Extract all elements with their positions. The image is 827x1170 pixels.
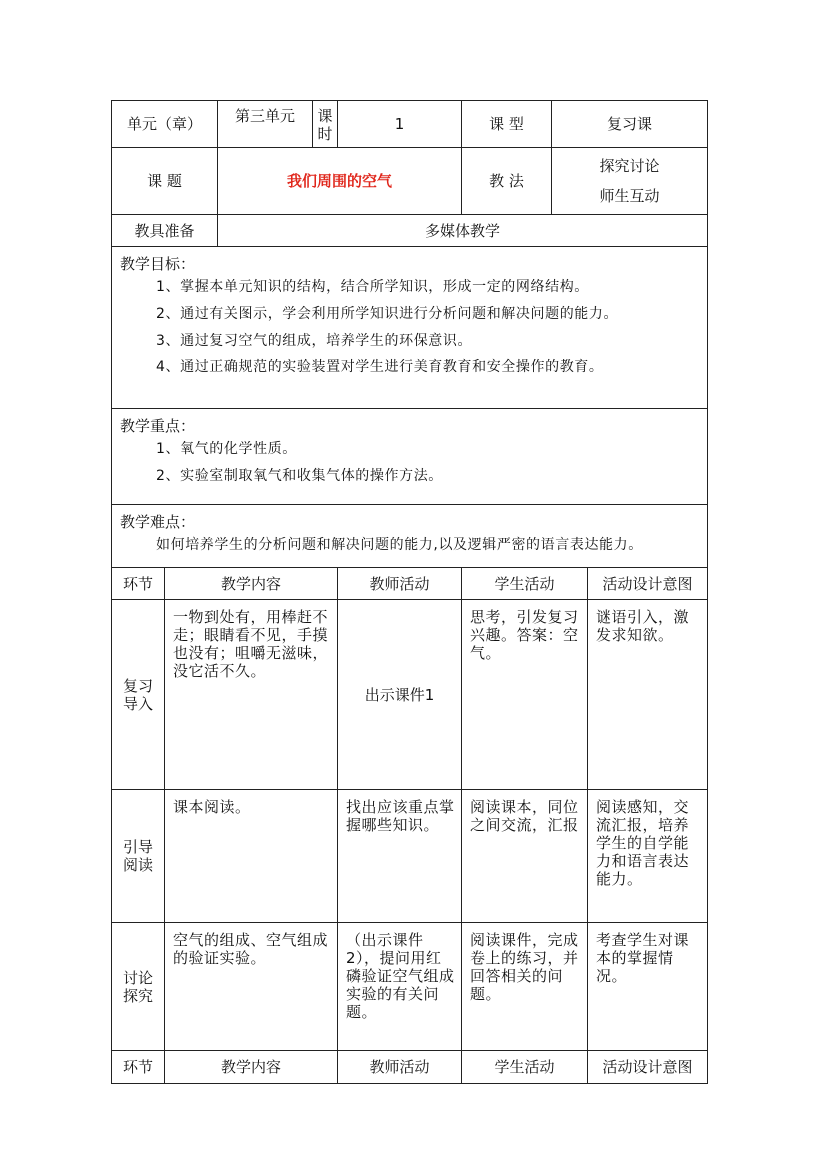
stage-cell	[112, 600, 165, 790]
stage-line: 引导	[122, 838, 153, 856]
activity-row	[112, 790, 708, 923]
key-points-block	[112, 409, 708, 505]
stage-cell	[112, 923, 165, 1051]
stage-line: 讨论	[122, 968, 153, 987]
col-teacher: 教师活动	[338, 568, 462, 600]
difficulties-text: 如何培养学生的分析问题和解决问题的能力,以及逻辑严密的语言表达能力。	[156, 537, 643, 553]
method-value	[552, 148, 708, 215]
objectives-row	[112, 247, 708, 409]
intent-cell: 阅读感知，交流汇报，培养学生的自学能力和语言表达能力。	[588, 790, 708, 923]
lesson-plan-table	[111, 100, 708, 1084]
student-cell: 思考，引发复习兴趣。答案：空气。	[462, 600, 588, 790]
objective-item: 4、通过正确规范的实验装置对学生进行美育教育和安全操作的教育。	[156, 359, 604, 376]
teacher-cell: 出示课件1	[338, 600, 462, 790]
stage-line: 导入	[122, 694, 153, 713]
activity-header-row-repeat	[112, 1051, 708, 1084]
objective-item: 3、通过复习空气的组成，培养学生的环保意识。	[156, 332, 473, 349]
tools-label: 教具准备	[112, 215, 218, 247]
col-stage: 环节	[112, 568, 165, 600]
topic-label: 课 题	[112, 148, 218, 215]
col-content: 教学内容	[165, 1051, 338, 1084]
objective-item: 2、通过有关图示，学会利用所学知识进行分析问题和解决问题的能力。	[156, 305, 619, 322]
type-value: 复习课	[552, 101, 708, 148]
teacher-cell: 找出应该重点掌握哪些知识。	[338, 790, 462, 923]
objectives-block	[112, 247, 708, 409]
col-intent: 活动设计意图	[588, 1051, 708, 1084]
col-teacher: 教师活动	[338, 1051, 462, 1084]
period-label: 课 时	[317, 107, 333, 143]
method-label: 教 法	[462, 148, 552, 215]
stage-line: 阅读	[122, 856, 153, 874]
student-cell: 阅读课本，同位之间交流，汇报	[462, 790, 588, 923]
stage-line: 探究	[122, 986, 153, 1005]
difficulties-heading: 教学难点：	[120, 513, 196, 531]
difficulties-row	[112, 505, 708, 568]
student-cell: 阅读课件，完成卷上的练习，并回答相关的问题。	[462, 923, 588, 1051]
header-row-tools	[112, 215, 708, 247]
teacher-cell: （出示课件2），提问用红磷验证空气组成实验的有关问题。	[338, 923, 462, 1051]
difficulties-block	[112, 505, 708, 568]
key-point-item: 1、氧气的化学性质。	[156, 441, 297, 457]
col-student: 学生活动	[462, 568, 588, 600]
col-stage: 环节	[112, 1051, 165, 1084]
intent-cell: 考查学生对课本的掌握情况。	[588, 923, 708, 1051]
objective-item: 1、掌握本单元知识的结构，结合所学知识，形成一定的网络结构。	[156, 279, 589, 295]
activity-row	[112, 923, 708, 1051]
key-points-row	[112, 409, 708, 505]
col-intent: 活动设计意图	[588, 568, 708, 600]
intent-cell: 谜语引入，激发求知欲。	[588, 600, 708, 790]
content-cell: 一物到处有，用棒赶不走；眼睛看不见，手摸也没有；咀嚼无滋味，没它活不久。	[165, 600, 338, 790]
tools-value: 多媒体教学	[218, 215, 708, 247]
header-row-unit	[112, 101, 708, 148]
topic-title: 我们周围的空气	[218, 148, 462, 215]
period-value: 1	[338, 101, 462, 148]
type-label: 课 型	[462, 101, 552, 148]
unit-label: 单元（章）	[112, 101, 218, 148]
unit-value: 第三单元	[218, 101, 313, 147]
method-line-2: 师生互动	[599, 187, 660, 205]
col-student: 学生活动	[462, 1051, 588, 1084]
header-row-topic	[112, 148, 708, 215]
key-points-heading: 教学重点：	[120, 417, 196, 435]
col-content: 教学内容	[165, 568, 338, 600]
stage-line: 复习	[122, 676, 153, 695]
method-line-1: 探究讨论	[599, 157, 660, 175]
content-cell: 课本阅读。	[165, 790, 338, 923]
objectives-heading: 教学目标：	[120, 255, 196, 273]
activity-row	[112, 600, 708, 790]
content-cell: 空气的组成、空气组成的验证实验。	[165, 923, 338, 1051]
activity-header-row	[112, 568, 708, 600]
key-point-item: 2、实验室制取氧气和收集气体的操作方法。	[156, 467, 443, 484]
stage-cell	[112, 790, 165, 923]
